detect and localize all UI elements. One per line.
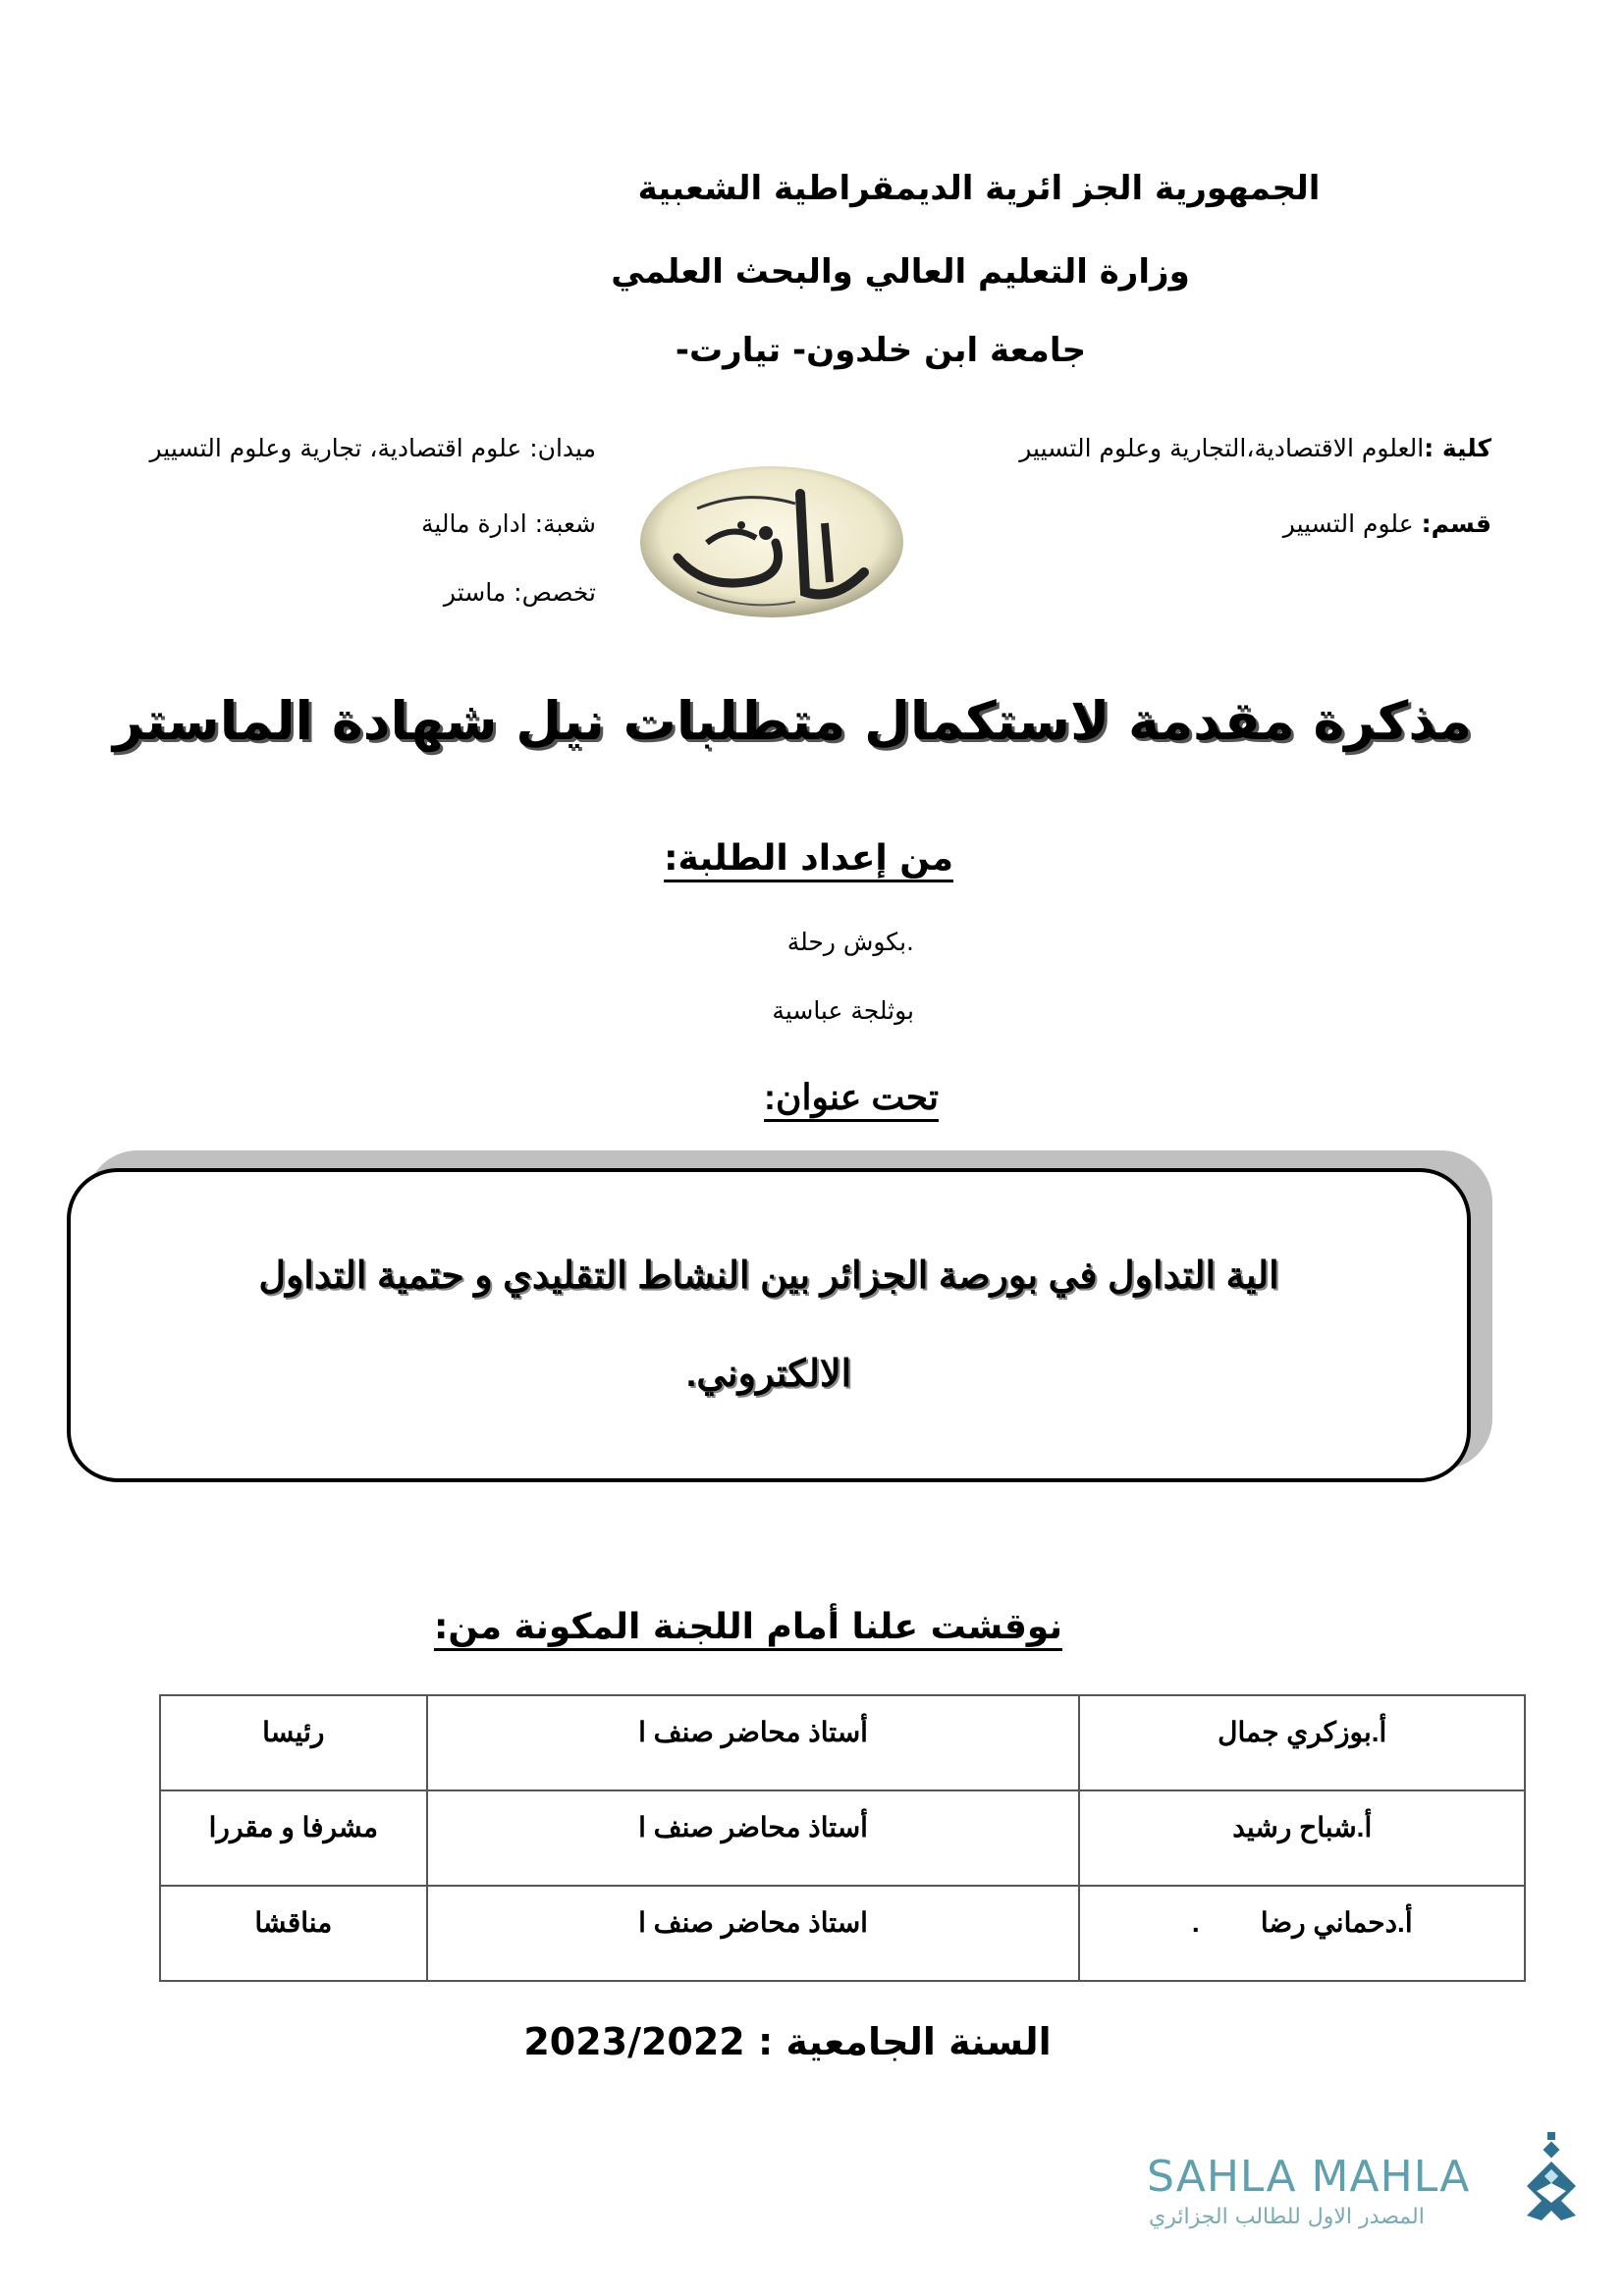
sahla-mahla-logo-icon: [1517, 2132, 1586, 2226]
department-line: [1283, 507, 1491, 541]
ministry-name: وزارة التعليم العالي والبحث العلمي: [611, 252, 1190, 292]
jury-role: مشرفا و مقررا: [160, 1790, 427, 1886]
department-value: علوم التسيير: [1282, 509, 1422, 538]
jury-grade: أستاذ محاضر صنف ا: [427, 1790, 1080, 1886]
jury-name: أ.بوزكري جمال: [1079, 1695, 1525, 1790]
jury-role: مناقشا: [160, 1886, 427, 1981]
jury-name: أ.دحماني رضا .: [1079, 1886, 1525, 1981]
academic-year: السنة الجامعية : 2023/2022: [523, 2020, 1052, 2063]
watermark-brand: SAHLA MAHLA: [1147, 2152, 1471, 2202]
watermark: [1139, 2140, 1610, 2238]
faculty-line: [1019, 432, 1491, 465]
student-name-2: بوثلجة عباسية: [772, 996, 914, 1025]
jury-grade: أستاذ محاضر صنف ا: [427, 1695, 1080, 1790]
jury-name: أ.شباح رشيد: [1079, 1790, 1525, 1886]
thesis-title-line-1: الية التداول في بورصة الجزائر بين النشاط التقليدي و حتمية التداول: [258, 1255, 1279, 1297]
jury-table: [159, 1694, 1526, 1982]
specialty-line: تخصص: ماستر: [443, 578, 596, 607]
country-name: الجمهورية الجز ائرية الديمقراطية الشعبية: [637, 169, 1321, 208]
jury-role: رئيسا: [160, 1695, 427, 1790]
table-row: [160, 1886, 1525, 1981]
table-row: [160, 1790, 1525, 1886]
main-title: مذكرة مقدمة لاستكمال متطلبات نيل شهادة الماستر: [113, 690, 1472, 752]
faculty-value: العلوم الاقتصادية،التجارية وعلوم التسيير: [1019, 434, 1425, 462]
department-label: قسم:: [1421, 509, 1491, 538]
students-heading: من إعداد الطلبة:: [664, 838, 953, 879]
university-name: جامعة ابن خلدون- تيارت-: [675, 331, 1087, 370]
thesis-heading: تحت عنوان:: [764, 1077, 939, 1117]
branch-line: شعبة: ادارة مالية: [420, 509, 596, 538]
jury-heading: نوقشت علنا أمام اللجنة المكونة من:: [433, 1607, 1062, 1647]
university-seal-icon: [638, 464, 905, 619]
watermark-tagline: المصدر الاول للطالب الجزائري: [1149, 2205, 1425, 2229]
faculty-label: كلية :: [1424, 434, 1491, 462]
thesis-title-line-2: الالكتروني.: [685, 1354, 852, 1395]
field-line: ميدان: علوم اقتصادية، تجارية وعلوم التسيير: [149, 434, 596, 462]
jury-grade: استاذ محاضر صنف ا: [427, 1886, 1080, 1981]
thesis-title-box: [67, 1168, 1471, 1482]
table-row: [160, 1695, 1525, 1790]
student-name-1: .بكوش رحلة: [786, 928, 914, 956]
